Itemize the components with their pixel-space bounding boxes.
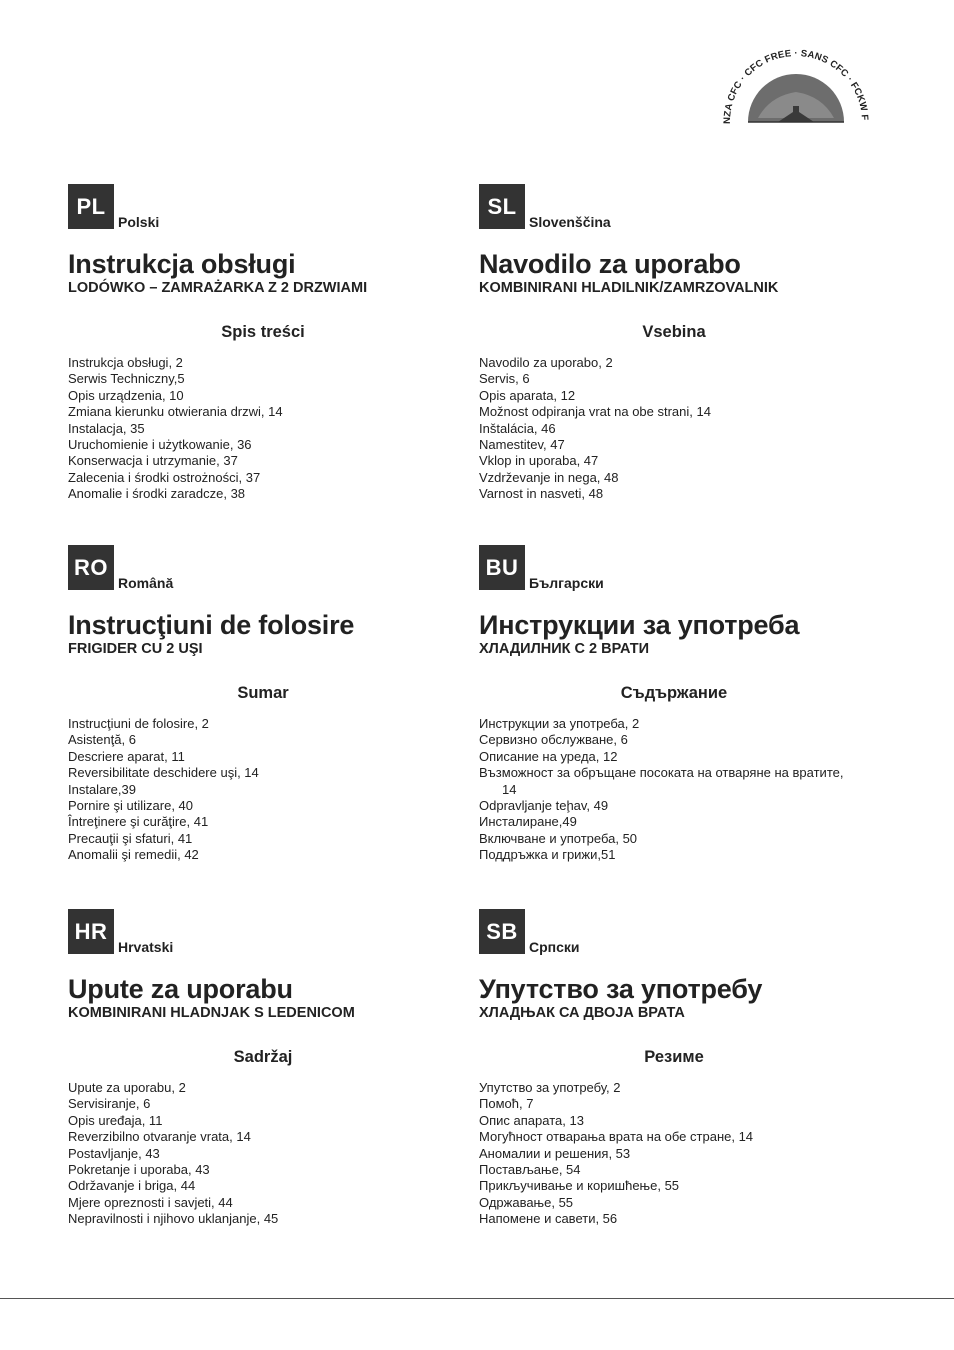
toc-item: Помоћ, 7	[479, 1096, 534, 1112]
footer-divider	[0, 1298, 954, 1299]
toc-item: Възможност за обръщане посоката на отваряне на вратите,	[479, 765, 844, 781]
toc-item: Uruchomienie i użytkowanie, 36	[68, 437, 252, 453]
toc-item: Descriere aparat, 11	[68, 748, 185, 764]
manual-title: Instrucţiuni de folosire	[68, 610, 355, 640]
manual-title: Upute za uporabu	[68, 974, 293, 1004]
toc-item: Întreţinere şi curăţire, 41	[68, 814, 209, 830]
toc-list	[479, 355, 899, 503]
toc-item: Inštalácia, 46	[479, 420, 556, 436]
toc-item: Mjere opreznosti i savjeti, 44	[68, 1194, 233, 1210]
toc-list	[68, 1080, 488, 1228]
toc-item: Pornire şi utilizare, 40	[68, 798, 193, 814]
appliance-subtitle: LODÓWKO – ZAMRAŻARKA Z 2 DRZWIAMI	[68, 280, 368, 296]
language-code-badge: RO	[68, 545, 114, 590]
language-name: Српски	[529, 939, 580, 955]
toc-item: Одржавање, 55	[479, 1194, 574, 1210]
toc-list	[479, 1080, 899, 1228]
manual-title: Упутство за употребу	[479, 974, 763, 1004]
toc-item: Упутство за употребу, 2	[479, 1080, 621, 1095]
toc-item: Opis uređaja, 11	[68, 1112, 163, 1128]
language-code-badge: HR	[68, 909, 114, 954]
toc-item: Reversibilitate deschidere uşi, 14	[68, 765, 259, 781]
toc-item-continuation: 14	[502, 781, 517, 797]
toc-item: Opis aparata, 12	[479, 387, 576, 403]
language-name: Български	[529, 575, 604, 591]
toc-item: Pokretanje i uporaba, 43	[68, 1162, 210, 1178]
toc-item: Опис апарата, 13	[479, 1112, 584, 1128]
language-code-badge: BU	[479, 545, 525, 590]
language-code-badge: SB	[479, 909, 525, 954]
manual-title: Navodilo za uporabo	[479, 249, 741, 279]
toc-item: Instrucţiuni de folosire, 2	[68, 716, 209, 731]
toc-item: Включване и употреба, 50	[479, 830, 638, 846]
toc-item: Varnost in nasveti, 48	[479, 486, 604, 502]
toc-item: Opis urządzenia, 10	[68, 387, 184, 403]
language-name: Română	[118, 575, 174, 591]
appliance-subtitle: ХЛАДИЛНИК С 2 ВРАТИ	[479, 641, 650, 657]
toc-item: Servis, 6	[479, 371, 530, 387]
toc-item: Instrukcja obsługi, 2	[68, 355, 183, 370]
toc-list	[68, 716, 488, 864]
toc-item: Поддръжка и грижи,51	[479, 847, 616, 863]
toc-item: Navodilo za uporabo, 2	[479, 355, 613, 370]
toc-item: Postavljanje, 43	[68, 1145, 160, 1161]
toc-item: Anomalie i środki zaradcze, 38	[68, 486, 246, 502]
language-code-badge: SL	[479, 184, 525, 229]
toc-item: Namestitev, 47	[479, 437, 565, 453]
language-name: Polski	[118, 214, 160, 230]
toc-item: Инструкции за употреба, 2	[479, 716, 640, 731]
appliance-subtitle: KOMBINIRANI HLADNJAK S LEDENICOM	[68, 1005, 355, 1021]
appliance-subtitle: KOMBINIRANI HLADILNIK/ZAMRZOVALNIK	[479, 280, 779, 296]
toc-item: Zalecenia i środki ostrożności, 37	[68, 469, 261, 485]
toc-item: Аномалии и решения, 53	[479, 1145, 631, 1161]
toc-item: Могућност отварања врата на обе стране, 14	[479, 1129, 754, 1145]
toc-heading: Sadržaj	[233, 1048, 293, 1066]
toc-item: Serwis Techniczny,5	[68, 371, 185, 387]
toc-heading: Резиме	[644, 1048, 704, 1066]
toc-item: Сервизно обслужване, 6	[479, 732, 628, 748]
toc-heading: Vsebina	[642, 323, 706, 341]
svg-text:SENZA CFC · CFC FREE · SANS CF: NZA CFC · CFC FREE · SANS CFC · FCKW F	[721, 48, 871, 125]
toc-item: Постављање, 54	[479, 1162, 581, 1178]
toc-item: Konserwacja i utrzymanie, 37	[68, 453, 238, 469]
toc-item: Nepravilnosti i njihovo uklanjanje, 45	[68, 1211, 279, 1227]
toc-item: Zmiana kierunku otwierania drzwi, 14	[68, 404, 283, 420]
cfc-free-logo	[718, 48, 874, 126]
toc-item: Asistenţă, 6	[68, 732, 136, 748]
toc-item: Reverzibilno otvaranje vrata, 14	[68, 1129, 251, 1145]
toc-item: Vzdrževanje in nega, 48	[479, 469, 619, 485]
toc-item: Anomalii şi remedii, 42	[68, 847, 199, 863]
toc-item: Vklop in uporaba, 47	[479, 453, 599, 469]
section-serbian	[479, 909, 899, 1228]
section-romanian	[68, 545, 488, 864]
section-croatian	[68, 909, 488, 1228]
toc-item: Instalacja, 35	[68, 420, 145, 436]
toc-item: Možnost odpiranja vrat na obe strani, 14	[479, 404, 711, 420]
toc-list	[479, 716, 899, 864]
manual-title: Instrukcja obsługi	[68, 249, 296, 279]
toc-item: Instalare,39	[68, 781, 136, 797]
toc-list	[68, 355, 488, 503]
language-code-badge: PL	[68, 184, 114, 229]
toc-item: Описание на уреда, 12	[479, 748, 618, 764]
toc-item: Servisiranje, 6	[68, 1096, 151, 1112]
toc-item: Инсталиране,49	[479, 814, 577, 830]
toc-item: Precauţii şi sfaturi, 41	[68, 830, 193, 846]
manual-title: Инструкции за употреба	[479, 610, 800, 640]
section-bulgarian	[479, 545, 899, 864]
appliance-subtitle: FRIGIDER CU 2 UŞI	[68, 641, 203, 657]
appliance-subtitle: ХЛАДЊАК СА ДВОЈА ВРАТА	[479, 1005, 685, 1021]
language-name: Hrvatski	[118, 939, 174, 955]
toc-item: Напомене и савети, 56	[479, 1211, 618, 1227]
toc-heading: Spis treści	[221, 323, 305, 341]
section-polish	[68, 184, 488, 503]
toc-item: Održavanje i briga, 44	[68, 1178, 196, 1194]
toc-item: Odpravljanje teḩav, 49	[479, 798, 609, 814]
toc-item: Прикључивање и коришћење, 55	[479, 1178, 680, 1194]
toc-item: Upute za uporabu, 2	[68, 1080, 186, 1095]
toc-heading: Sumar	[237, 684, 289, 702]
language-name: Slovenščina	[529, 214, 611, 230]
section-slovenian	[479, 184, 899, 503]
toc-heading: Съдържание	[620, 684, 728, 702]
